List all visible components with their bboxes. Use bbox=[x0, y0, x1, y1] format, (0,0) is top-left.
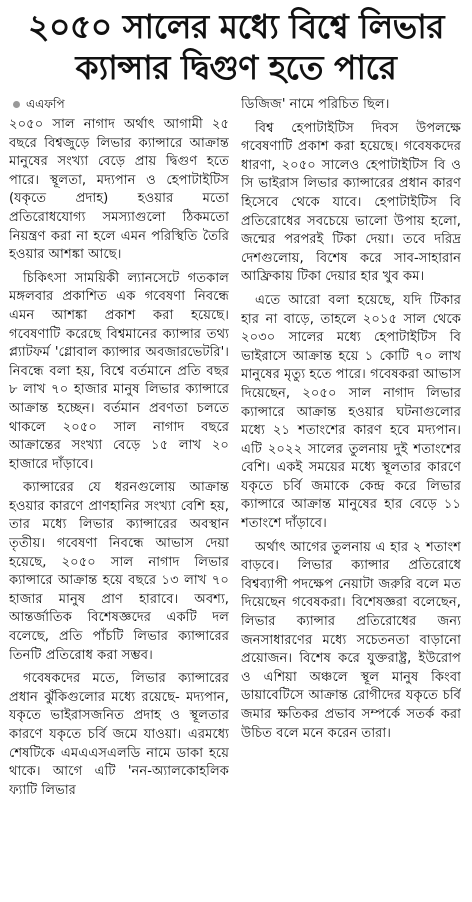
paragraph: বিশ্ব হেপাটাইটিস দিবস উপলক্ষে গবেষণাটি প্রকাশ করা হয়েছে। গবেষকদের ধারণা, ২০৫০ সালেও হেপাটাইটিস বি ও সি ভাইরাস লিভার ক্যান্সারের প্রধান কারণ হিসেবে থেকে যাবে। হেপাটাইটিস বি প্রতিরোধের সবচেয়ে ভালো উপায় হলো, জন্মের পরপরই টিকা দেয়া। তবে দরিদ্র দেশগুলোয়, বিশেষ করে সাব-সাহারান আফ্রিকায় টিকা দেয়ার হার খুব কম। bbox=[241, 120, 461, 285]
paragraph: ডিজিজ' নামে পরিচিত ছিল। bbox=[241, 97, 390, 112]
article-body bbox=[9, 96, 463, 805]
byline bbox=[9, 96, 229, 112]
paragraph: অর্থাৎ আগের তুলনায় এ হার ২ শতাংশ বাড়বে। লিভার ক্যান্সার প্রতিরোধে বিশ্বব্যাপী পদক্ষেপ নেয়াটা জরুরি বলে মত দিয়েছেন গবেষকরা। বিশেষজ্ঞরা বলেছেন, লিভার ক্যান্সার প্রতিরোধের জন্য জনসাধারণের মধ্যে সচেতনতা বাড়ানো প্রয়োজন। বিশেষ করে যুক্তরাষ্ট্র, ইউরোপ ও এশিয়া অঞ্চলে স্থূল মানুষ কিংবা ডায়াবেটিসে আক্রান্ত রোগীদের যকৃতে চর্বি জমার ক্ষতিকর প্রভাব সম্পর্কে সতর্ক করা উচিত বলে মনে করেন তারা। bbox=[241, 539, 461, 741]
headline-line-1: ২০৫০ সালের মধ্যে বিশ্বে লিভার bbox=[27, 7, 444, 46]
headline bbox=[9, 0, 463, 92]
paragraph: চিকিৎসা সাময়িকী ল্যানসেটে গতকাল মঙ্গলবার প্রকাশিত এক গবেষণা নিবন্ধে এমন আশঙ্কা প্রকাশ করা হয়েছে। গবেষণাটি করেছে বিশ্বমানের ক্যান্সার তথ্য প্ল্যাটফর্ম 'গ্লোবাল ক্যান্সার অবজারভেটরি'। নিবন্ধে বলা হয়, বিশ্বে বর্তমানে প্রতি বছর ৮ লাখ ৭০ হাজার মানুষ লিভার ক্যান্সারে আক্রান্ত হচ্ছেন। বর্তমান প্রবণতা চলতে থাকলে ২০৫০ সাল নাগাদ বছরে আক্রান্তের সংখ্যা বেড়ে ১৫ লাখ ২০ হাজারে দাঁড়াবে। bbox=[9, 270, 229, 472]
right-column bbox=[241, 96, 461, 805]
paragraph: এতে আরো বলা হয়েছে, যদি টিকার হার না বাড়ে, তাহলে ২০১৫ সাল থেকে ২০৩০ সালের মধ্যে হেপাটাইটিস বি ভাইরাসে আক্রান্ত হয়ে ১ কোটি ৭০ লাখ মানুষের মৃত্যু হতে পারে। গবেষকরা আভাস দিয়েছেন, ২০৫০ সাল নাগাদ লিভার ক্যান্সারে আক্রান্ত হওয়ার ঘটনাগুলোর মধ্যে ২১ শতাংশের কারণ হবে মদ্যপান। এটি ২০২২ সালের তুলনায় দুই শতাংশের বেশি। একই সময়ের মধ্যে স্থূলতার কারণে যকৃতে চর্বি জমাকে কেন্দ্র করে লিভার ক্যান্সারে আক্রান্ত মানুষের হার বেড়ে ১১ শতাংশে দাঁড়াবে। bbox=[241, 292, 461, 532]
headline-line-2: ক্যান্সার দ্বিগুণ হতে পারে bbox=[75, 48, 397, 87]
paragraph: ২০৫০ সাল নাগাদ অর্থাৎ আগামী ২৫ বছরে বিশ্বজুড়ে লিভার ক্যান্সারে আক্রান্ত মানুষের সংখ্যা বেড়ে প্রায় দ্বিগুণ হতে পারে। স্থূলতা, মদ্যপান ও হেপাটাইটিস (যকৃতে প্রদাহ) হওয়ার মতো প্রতিরোধযোগ্য সমস্যাগুলো ঠিকমতো নিয়ন্ত্রণ করা না হলে এমন পরিস্থিতি তৈরি হওয়ার আশঙ্কা আছে। bbox=[9, 117, 229, 263]
paragraph: গবেষকদের মতে, লিভার ক্যান্সারের প্রধান ঝুঁকিগুলোর মধ্যে রয়েছে- মদ্যপান, যকৃতে ভাইরাসজনিত প্রদাহ ও স্থূলতার কারণে যকৃতে চর্বি জমে যাওয়া। এরমধ্যে শেষটিকে এমএএসএলডি নামে ডাকা হয়ে থাকে। আগে এটি 'নন-অ্যালকোহলিক ফ্যাটি লিভার bbox=[9, 671, 229, 798]
bullet-icon bbox=[13, 101, 20, 108]
left-column bbox=[9, 96, 229, 805]
paragraph: ক্যান্সারের যে ধরনগুলোয় আক্রান্ত হওয়ার কারণে প্রাণহানির সংখ্যা বেশি হয়, তার মধ্যে লিভার ক্যান্সারের অবস্থান তৃতীয়। গবেষণা নিবন্ধে আভাস দেয়া হয়েছে, ২০৫০ সাল নাগাদ লিভার ক্যান্সারে আক্রান্ত হয়ে বছরে ১৩ লাখ ৭০ হাজার মানুষ প্রাণ হারাবে। অবশ্য, আন্তর্জাতিক বিশেষজ্ঞদের একটি দল বলেছে, প্রতি পাঁচটি লিভার ক্যান্সারের তিনটি প্রতিরোধ করা সম্ভব। bbox=[9, 480, 229, 663]
byline-source: এএফপি bbox=[26, 97, 65, 111]
